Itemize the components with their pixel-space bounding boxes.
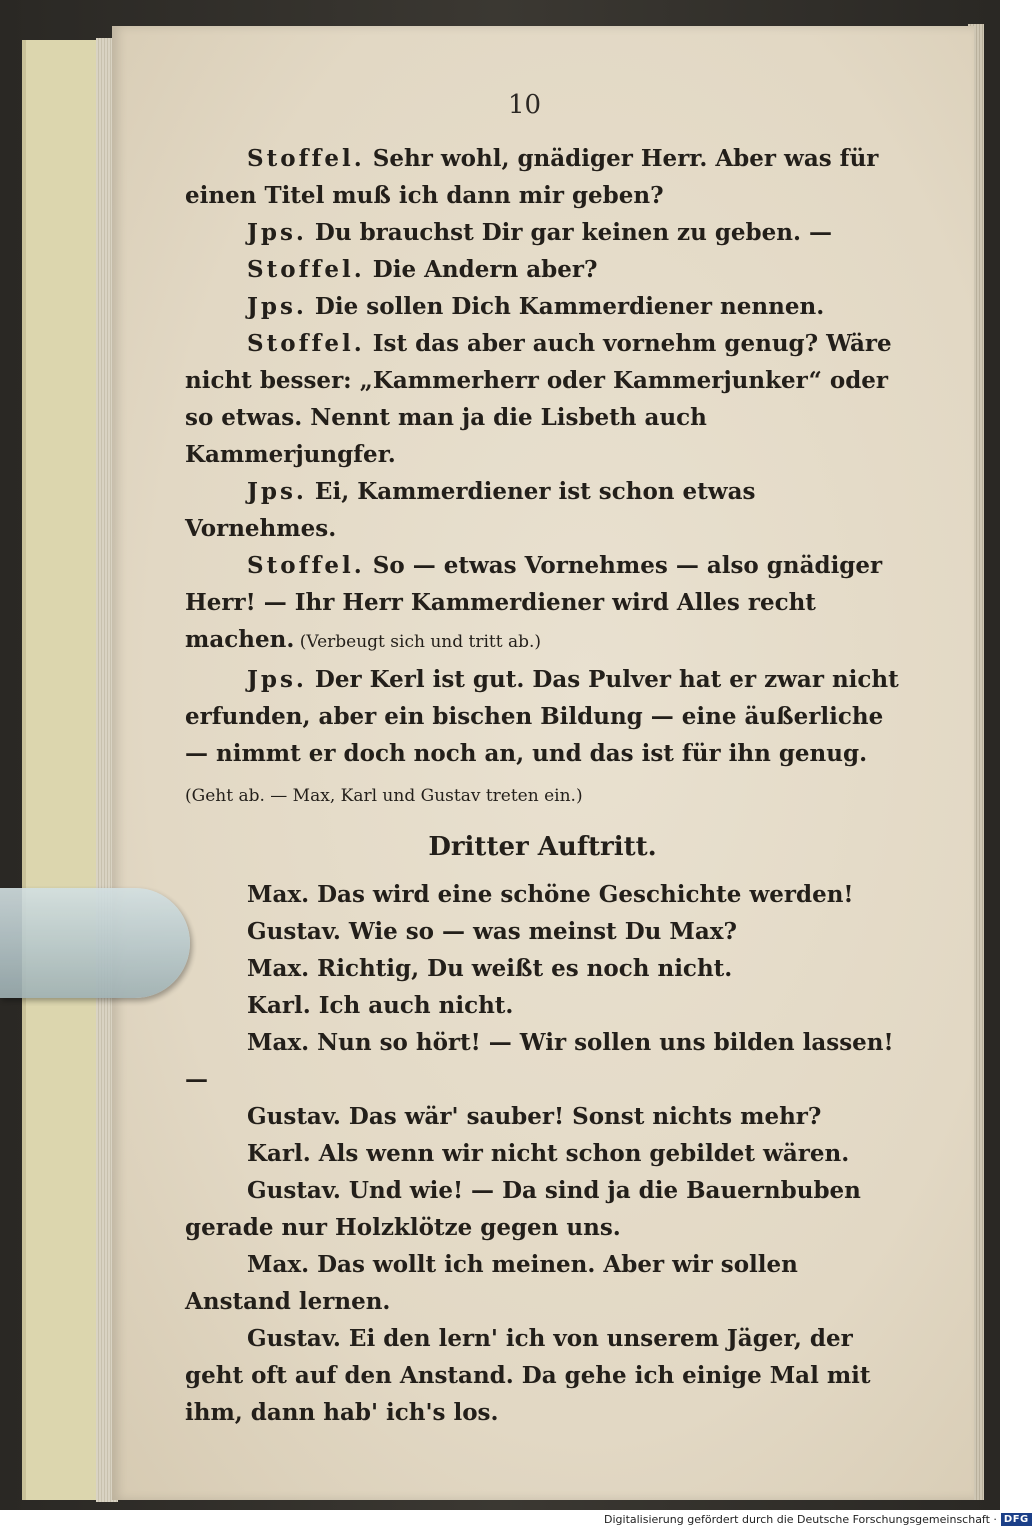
speaker: Max. [247, 955, 310, 982]
dialogue-line [185, 325, 900, 473]
dialogue-line [185, 547, 900, 661]
line-text: Und wie! — Da sind ja die Bauernbuben gerade nur Holzklötze gegen uns. [185, 1177, 861, 1241]
line-text: Wie so — was meinst Du Max? [340, 918, 737, 945]
page-clip [0, 888, 190, 998]
line-text: Das wollt ich meinen. Aber wir sollen Anstand lernen. [185, 1251, 798, 1315]
line-text: Ei den lern' ich von unserem Jäger, der geht oft auf den Anstand. Da gehe ich einige Mal mit ihm, dann hab' ich's los. [185, 1325, 871, 1426]
dialogue-line [185, 913, 900, 950]
page-text [185, 140, 900, 1431]
line-text: Sehr wohl, gnädiger Herr. Aber was für einen Titel muß ich dann mir geben? [185, 145, 879, 209]
speaker: Karl. [247, 1140, 311, 1167]
line-text: Die Andern aber? [364, 256, 598, 283]
dialogue-line [185, 140, 900, 214]
dialogue-line [185, 251, 900, 288]
speaker: Max. [247, 1029, 310, 1056]
funding-text: Digitalisierung gefördert durch die Deutsche Forschungsgemeinschaft · [604, 1512, 997, 1526]
dialogue-line [185, 288, 900, 325]
speaker: Stoffel. [247, 145, 365, 172]
line-text: Die sollen Dich Kammerdiener nennen. [306, 293, 825, 320]
line-text: So — etwas Vornehmes — also gnädiger Herr! — Ihr Herr Kammerdiener wird Alles recht machen. [185, 552, 883, 653]
speaker: Jps. [247, 666, 307, 693]
line-text: Richtig, Du weißt es noch nicht. [309, 955, 733, 982]
scene-heading: Dritter Auftritt. [428, 832, 657, 862]
speaker: Stoffel. [247, 330, 365, 357]
stage-direction: (Verbeugt sich und tritt ab.) [294, 632, 542, 652]
speaker: Stoffel. [247, 256, 365, 283]
dialogue-line [185, 1135, 900, 1172]
line-text: Der Kerl ist gut. Das Pulver hat er zwar nicht erfunden, aber ein bischen Bildung — eine äußerliche — nimmt er doch noch an, und das ist für ihn genug. [185, 666, 899, 767]
line-text: Ei, Kammerdiener ist schon etwas Vornehmes. [185, 478, 756, 542]
speaker: Jps. [247, 478, 307, 505]
line-text: Du brauchst Dir gar keinen zu geben. — [306, 219, 833, 246]
dialogue-line [185, 1024, 900, 1098]
dialogue-line [185, 1098, 900, 1135]
line-text: Ich auch nicht. [310, 992, 514, 1019]
dialogue-line [185, 661, 900, 815]
dialogue-line [185, 1246, 900, 1320]
dialogue-line [185, 1320, 900, 1431]
speaker: Gustav. [247, 1325, 341, 1352]
speaker: Karl. [247, 992, 311, 1019]
funding-footer [604, 1510, 1029, 1528]
line-text: Als wenn wir nicht schon gebildet wären. [310, 1140, 850, 1167]
dfg-logo-icon: DFG [1001, 1513, 1032, 1526]
speaker: Jps. [247, 293, 307, 320]
line-text: Das wär' sauber! Sonst nichts mehr? [340, 1103, 822, 1130]
dialogue-line [185, 987, 900, 1024]
dialogue-line [185, 473, 900, 547]
line-text: Ist das aber auch vornehm genug? Wäre nicht besser: „Kammerherr oder Kammerjunker“ oder so etwas. Nennt man ja die Lisbeth auch Kammerjungfer. [185, 330, 892, 468]
page-number: 10 [508, 90, 542, 120]
dialogue-line [185, 214, 900, 251]
speaker: Gustav. [247, 1103, 341, 1130]
speaker: Gustav. [247, 1177, 341, 1204]
speaker: Jps. [247, 219, 307, 246]
speaker: Max. [247, 881, 310, 908]
line-text: Das wird eine schöne Geschichte werden! [309, 881, 854, 908]
line-text: Nun so hört! — Wir sollen uns bilden lassen! — [185, 1029, 894, 1093]
stage-direction: (Geht ab. — Max, Karl und Gustav treten ein.) [185, 786, 583, 806]
speaker: Max. [247, 1251, 310, 1278]
dialogue-line [185, 876, 900, 913]
speaker: Stoffel. [247, 552, 365, 579]
dialogue-line [185, 950, 900, 987]
speaker: Gustav. [247, 918, 341, 945]
dialogue-line [185, 1172, 900, 1246]
